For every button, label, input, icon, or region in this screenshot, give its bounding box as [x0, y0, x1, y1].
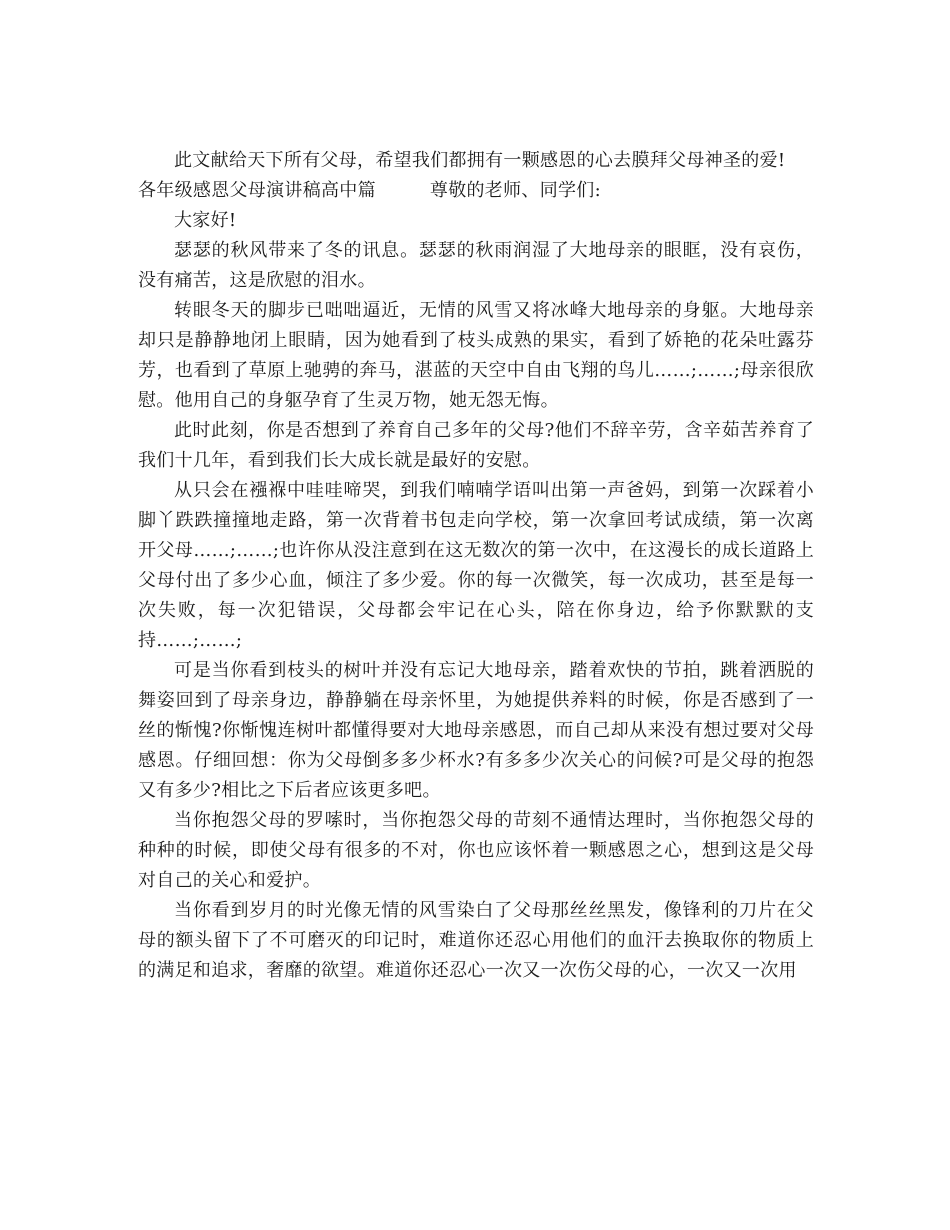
speech-title: 各年级感恩父母演讲稿高中篇: [138, 180, 376, 201]
dedication-line: 此文献给天下所有父母，希望我们都拥有一颗感恩的心去膜拜父母神圣的爱!: [174, 150, 786, 171]
paragraph-1: 瑟瑟的秋风带来了冬的讯息。瑟瑟的秋雨润湿了大地母亲的眼眶，没有哀伤，没有痛苦，这是欣慰的泪水。: [138, 240, 814, 291]
document-body: [138, 146, 814, 986]
paragraph-6: 当你抱怨父母的罗嗦时，当你抱怨父母的苛刻不通情达理时，当你抱怨父母的种种的时候，即使父母有很多的不对，你也应该怀着一颗感恩之心，想到这是父母对自己的关心和爱护。: [138, 810, 814, 891]
greeting: 大家好!: [174, 210, 237, 231]
paragraph-5: 可是当你看到枝头的树叶并没有忘记大地母亲，踏着欢快的节拍，跳着洒脱的舞姿回到了母亲身边，静静躺在母亲怀里，为她提供养料的时候，你是否感到了一丝的惭愧?你惭愧连树叶都懂得要对大地母亲感恩，而自己却从来没有想过要对父母感恩。仔细回想：你为父母倒多多少杯水?有多多少次关心的问候?可是父母的抱怨又有多少?相比之下后者应该更多吧。: [138, 660, 814, 801]
title-line: [138, 176, 814, 206]
paragraph-3: 此时此刻，你是否想到了养育自己多年的父母?他们不辞辛劳，含辛茹苦养育了我们十几年，看到我们长大成长就是最好的安慰。: [138, 420, 814, 471]
salutation: 尊敬的老师、同学们:: [429, 180, 601, 201]
paragraph-2: 转眼冬天的脚步已咄咄逼近，无情的风雪又将冰峰大地母亲的身躯。大地母亲却只是静静地闭上眼睛，因为她看到了枝头成熟的果实，看到了娇艳的花朵吐露芬芳，也看到了草原上驰骋的奔马，湛蓝的天空中自由飞翔的鸟儿……;……;母亲很欣慰。他用自己的身躯孕育了生灵万物，她无怨无悔。: [138, 300, 814, 411]
paragraph-7: 当你看到岁月的时光像无情的风雪染白了父母那丝丝黑发，像锋利的刀片在父母的额头留下了不可磨灭的印记时，难道你还忍心用他们的血汗去换取你的物质上的满足和追求，奢靡的欲望。难道你还忍心一次又一次伤父母的心，一次又一次用: [138, 900, 814, 981]
paragraph-4: 从只会在襁褓中哇哇啼哭，到我们喃喃学语叫出第一声爸妈，到第一次踩着小脚丫跌跌撞撞地走路，第一次背着书包走向学校，第一次拿回考试成绩，第一次离开父母……;……;也许你从没注意到在这无数次的第一次中，在这漫长的成长道路上父母付出了多少心血，倾注了多少爱。你的每一次微笑，每一次成功，甚至是每一次失败，每一次犯错误，父母都会牢记在心头，陪在你身边，给予你默默的支持……;……;: [138, 480, 814, 651]
